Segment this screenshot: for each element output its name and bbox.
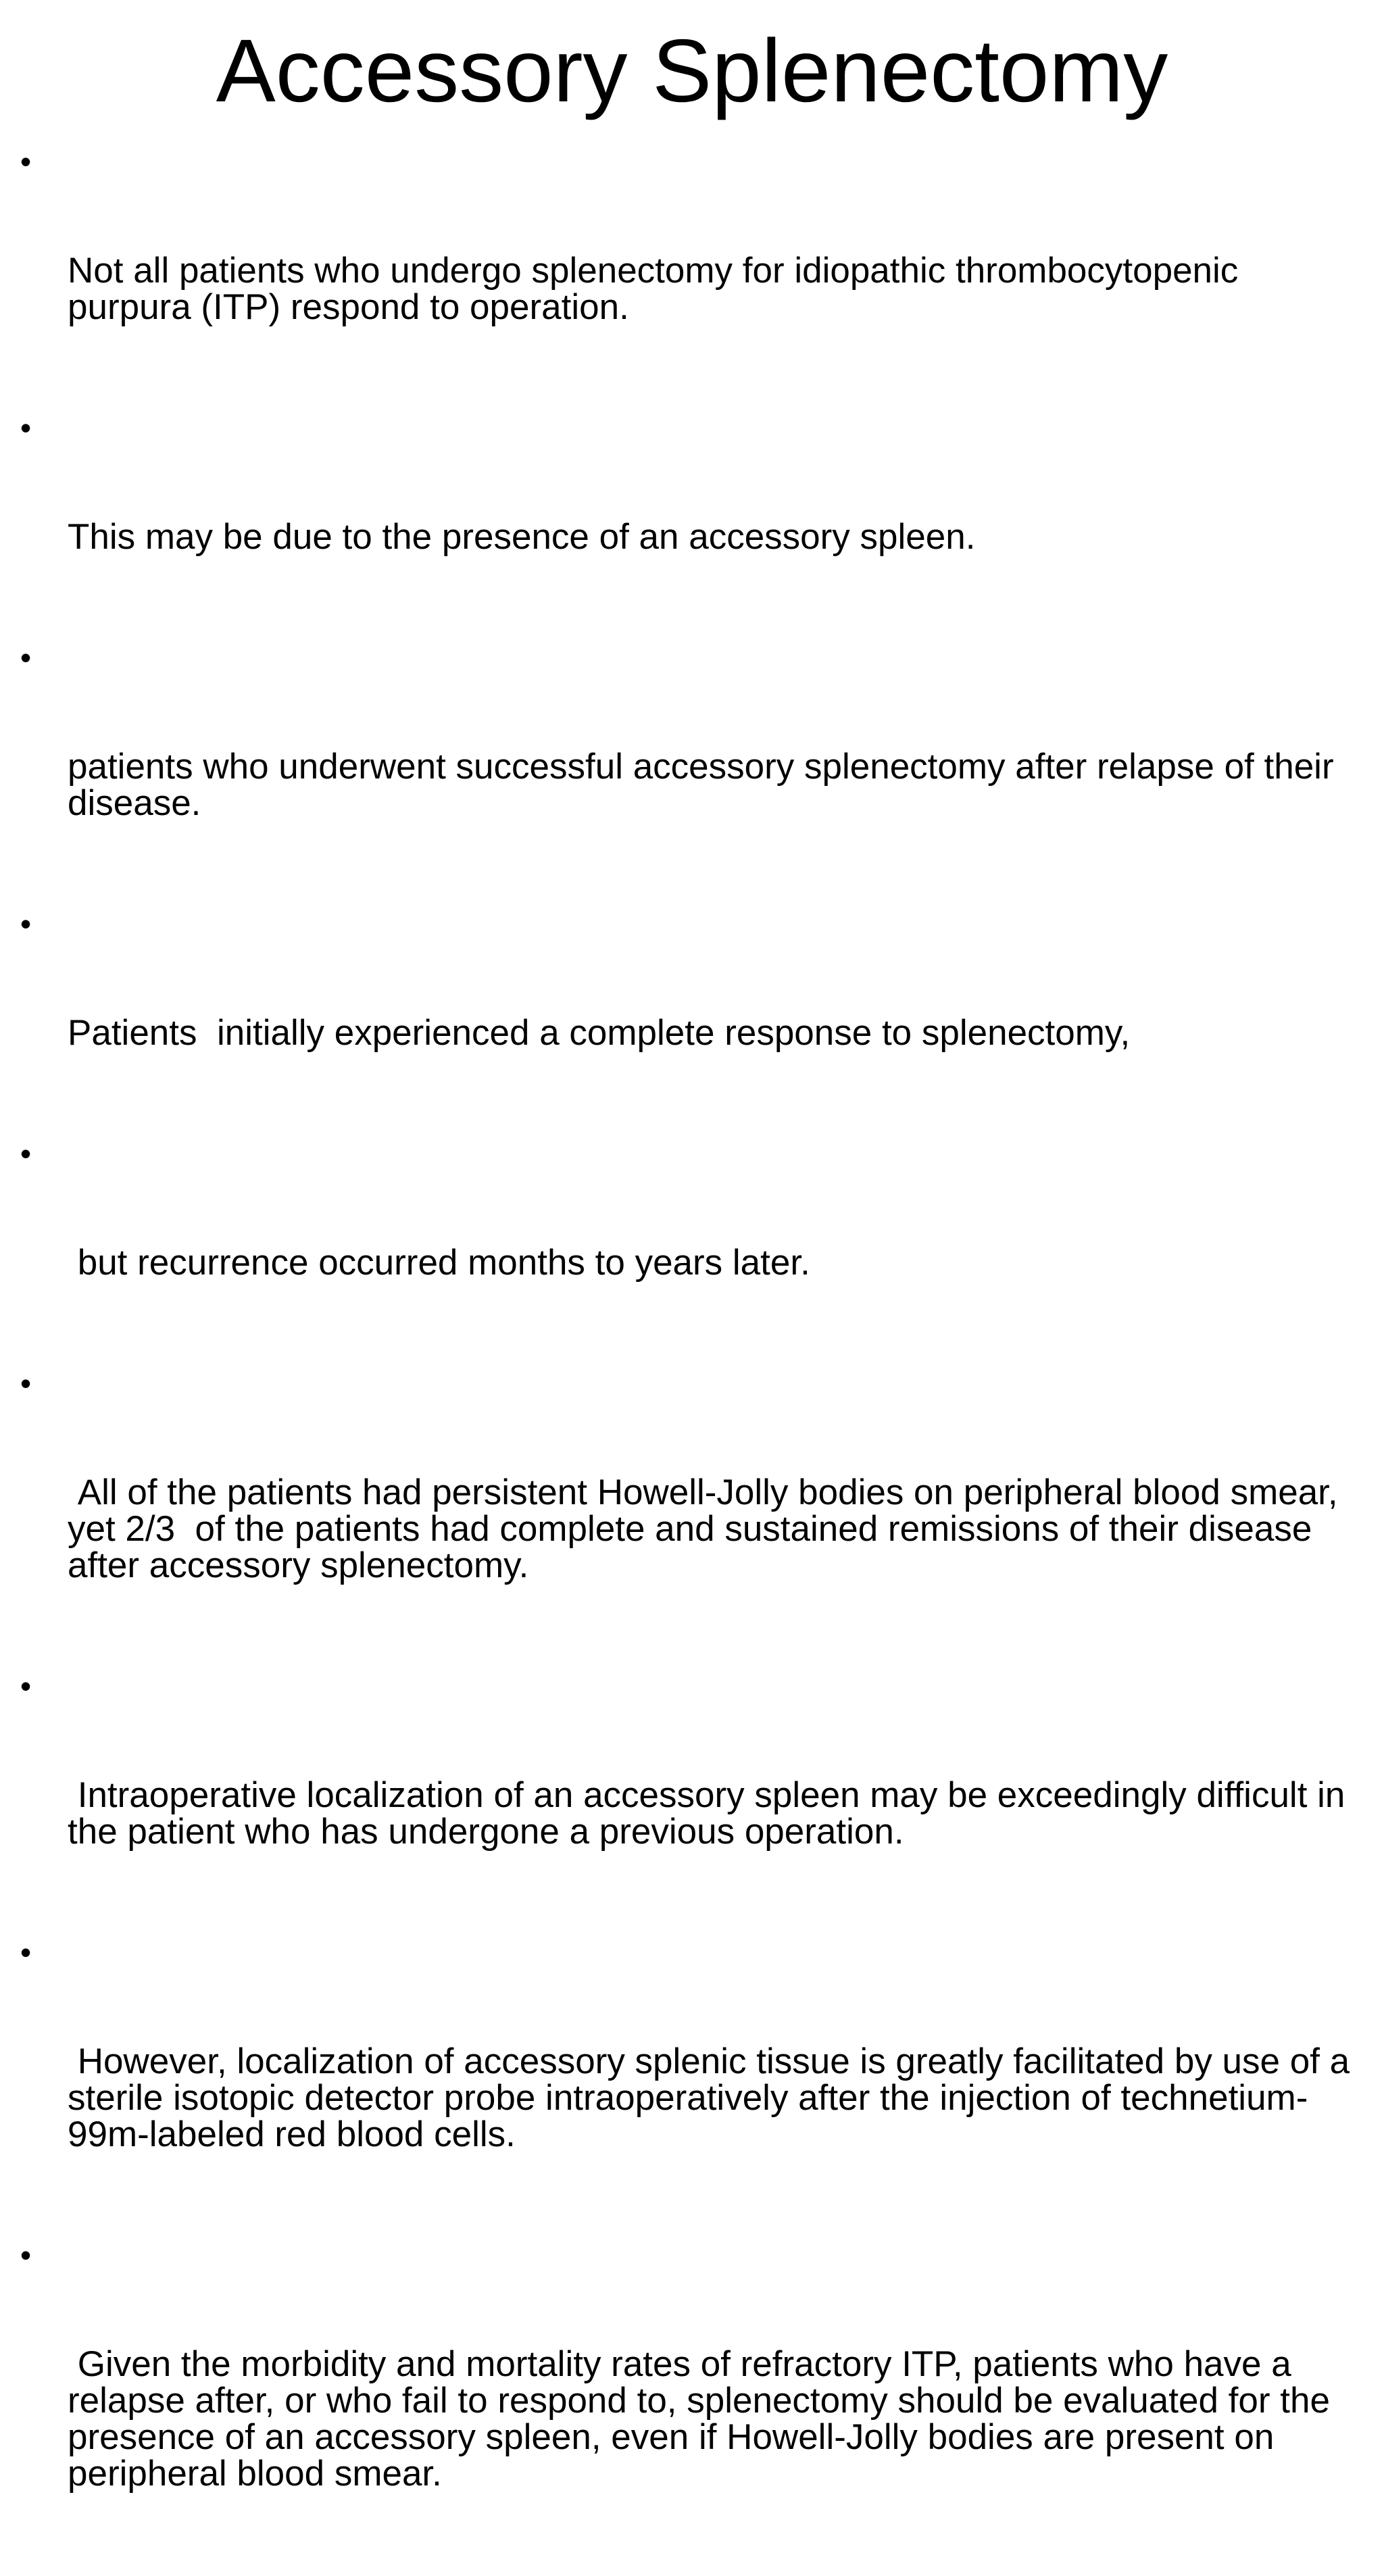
bullet-text: but recurrence occurred months to years later. — [68, 1243, 810, 1283]
bullet-text: patients who underwent successful accessory splenectomy after relapse of their disease. — [68, 747, 1344, 823]
bullet-item — [20, 1668, 1365, 1923]
bullet-item — [20, 1135, 1365, 1354]
bullet-text: Given the morbidity and mortality rates of refractory ITP, patients who have a relapse after, or who fail to respond to, splenectomy should be evaluated for the presence of an accessory spleen, even if Howell-Jolly bodies are present on peripheral blood smear. — [68, 2344, 1340, 2494]
bullet-item — [20, 639, 1365, 895]
bullet-item — [20, 2237, 1365, 2565]
bullet-marker: • — [20, 1935, 32, 1970]
bullet-marker: • — [20, 410, 32, 445]
bullet-marker: • — [20, 906, 32, 941]
bullet-item — [20, 410, 1365, 628]
bullet-marker: • — [20, 1136, 32, 1171]
bullet-text: However, localization of accessory splenic tissue is greatly facilitated by use of a sterile isotopic detector probe intraoperatively after the injection of technetium-99m-labeled red blood cells. — [68, 2041, 1360, 2154]
bullet-marker: • — [20, 2237, 32, 2273]
bullet-marker: • — [20, 640, 32, 675]
bullet-text: Not all patients who undergo splenectomy for idiopathic thrombocytopenic purpura (ITP) respond to operation. — [68, 251, 1249, 327]
bullet-item — [20, 1934, 1365, 2226]
bullet-item — [20, 906, 1365, 1124]
bullet-text: Intraoperative localization of an accessory spleen may be exceedingly difficult in the patient who has undergone a previous operation. — [68, 1775, 1356, 1852]
bullet-item — [20, 143, 1365, 399]
bullet-list — [20, 143, 1365, 2576]
bullet-text: This may be due to the presence of an accessory spleen. — [68, 517, 976, 557]
bullet-marker: • — [20, 1366, 32, 1401]
slide-title: Accessory Splenectomy — [216, 21, 1168, 120]
bullet-text: All of the patients had persistent Howell-Jolly bodies on peripheral blood smear, yet 2/3 of the patients had complete and sustained remissions of their disease after accessory splenectomy. — [68, 1472, 1348, 1585]
bullet-marker: • — [20, 1668, 32, 1704]
bullet-marker: • — [20, 144, 32, 179]
bullet-text: Patients initially experienced a complete response to splenectomy, — [68, 1013, 1131, 1053]
bullet-item — [20, 1365, 1365, 1657]
